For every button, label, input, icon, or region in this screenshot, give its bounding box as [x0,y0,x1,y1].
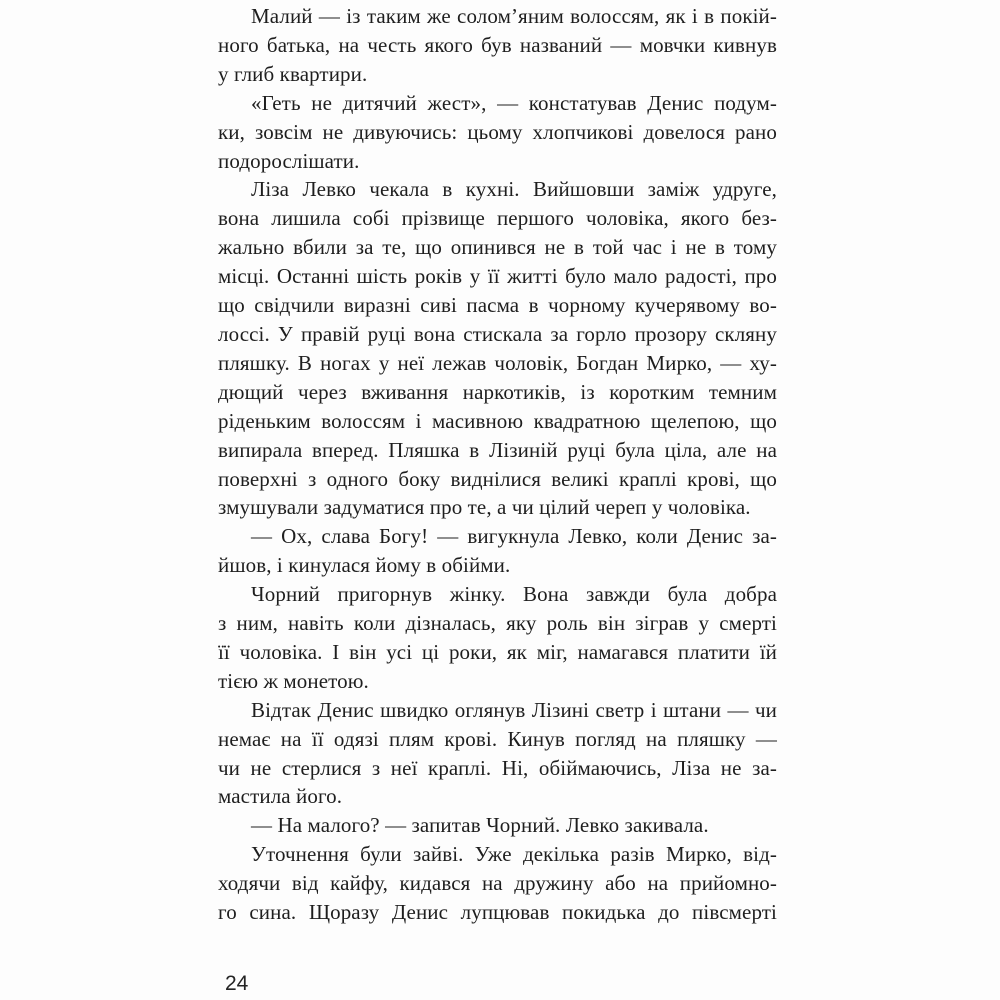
text-line: жально вбили за те, що опинився не в той час і не в тому [218,235,777,260]
text-line: ріденьким волоссям і масивною квадратною щелепою, що [218,408,777,433]
text-line: Уточнення були зайві. Уже декілька разів Мирко, від- [251,842,777,867]
text-line: що свідчили виразні сиві пасма в чорному кучерявому во- [218,293,777,318]
text-line: йшов, і кинулася йому в обійми. [218,553,511,578]
text-line: лоссі. У правій руці вона стискала за горло прозору скляну [218,321,777,346]
text-line: змушували задуматися про те, а чи цілий череп у чоловіка. [218,495,751,520]
text-line: вона лишила собі прізвище першого чоловіка, якого без- [218,206,777,231]
text-line: тією ж монетою. [218,668,369,693]
text-line: чи не стерлися з неї краплі. Ні, обіймаючись, Ліза не за- [218,755,777,780]
text-line: випирала вперед. Пляшка в Лізиній руці була ціла, але на [218,437,777,462]
text-line: — На малого? — запитав Чорний. Левко закивала. [251,813,709,838]
text-line: Відтак Денис швидко оглянув Лізині светр і штани — чи [251,697,777,722]
text-line: поверхні з одного боку виднілися великі краплі крові, що [218,466,777,491]
text-line: Ліза Левко чекала в кухні. Вийшовши заміж удруге, [251,177,777,202]
text-line: у глиб квартири. [218,61,368,86]
text-line: подорослішати. [218,148,360,173]
text-line: мастила його. [218,784,343,809]
text-line: її чоловіка. І він усі ці роки, як міг, намагався платити їй [218,639,777,664]
text-line: го сина. Щоразу Денис лупцював покидька до півсмерті [218,900,777,925]
text-line: Малий — із таким же солом’яним волоссям, як і в покій- [251,4,777,28]
text-line: пляшку. В ногах у неї лежав чоловік, Богдан Мирко, — ху- [218,350,777,375]
text-line: немає на її одязі плям крові. Кинув погляд на пляшку — [218,726,777,751]
text-line: ки, зовсім не дивуючись: цьому хлопчикові довелося рано [218,119,777,144]
text-line: з ним, навіть коли дізналась, яку роль він зіграв у смерті [218,611,777,636]
text-line: «Геть не дитячий жест», — констатував Денис подум- [251,90,777,115]
text-line: дющий через вживання наркотиків, із коротким темним [218,379,777,404]
page-number: 24 [225,972,249,995]
text-line: ного батька, на честь якого був названий — мовчки кивнув [218,32,777,57]
text-line: місці. Останні шість років у її житті було мало радості, про [218,264,777,289]
text-line: — Ох, слава Богу! — вигукнула Левко, коли Денис за- [251,524,777,549]
text-line: ходячи від кайфу, кидався на дружину або на прийомно- [218,871,777,896]
text-line: Чорний пригорнув жінку. Вона завжди була добра [251,582,777,607]
page-text-column [218,2,777,927]
